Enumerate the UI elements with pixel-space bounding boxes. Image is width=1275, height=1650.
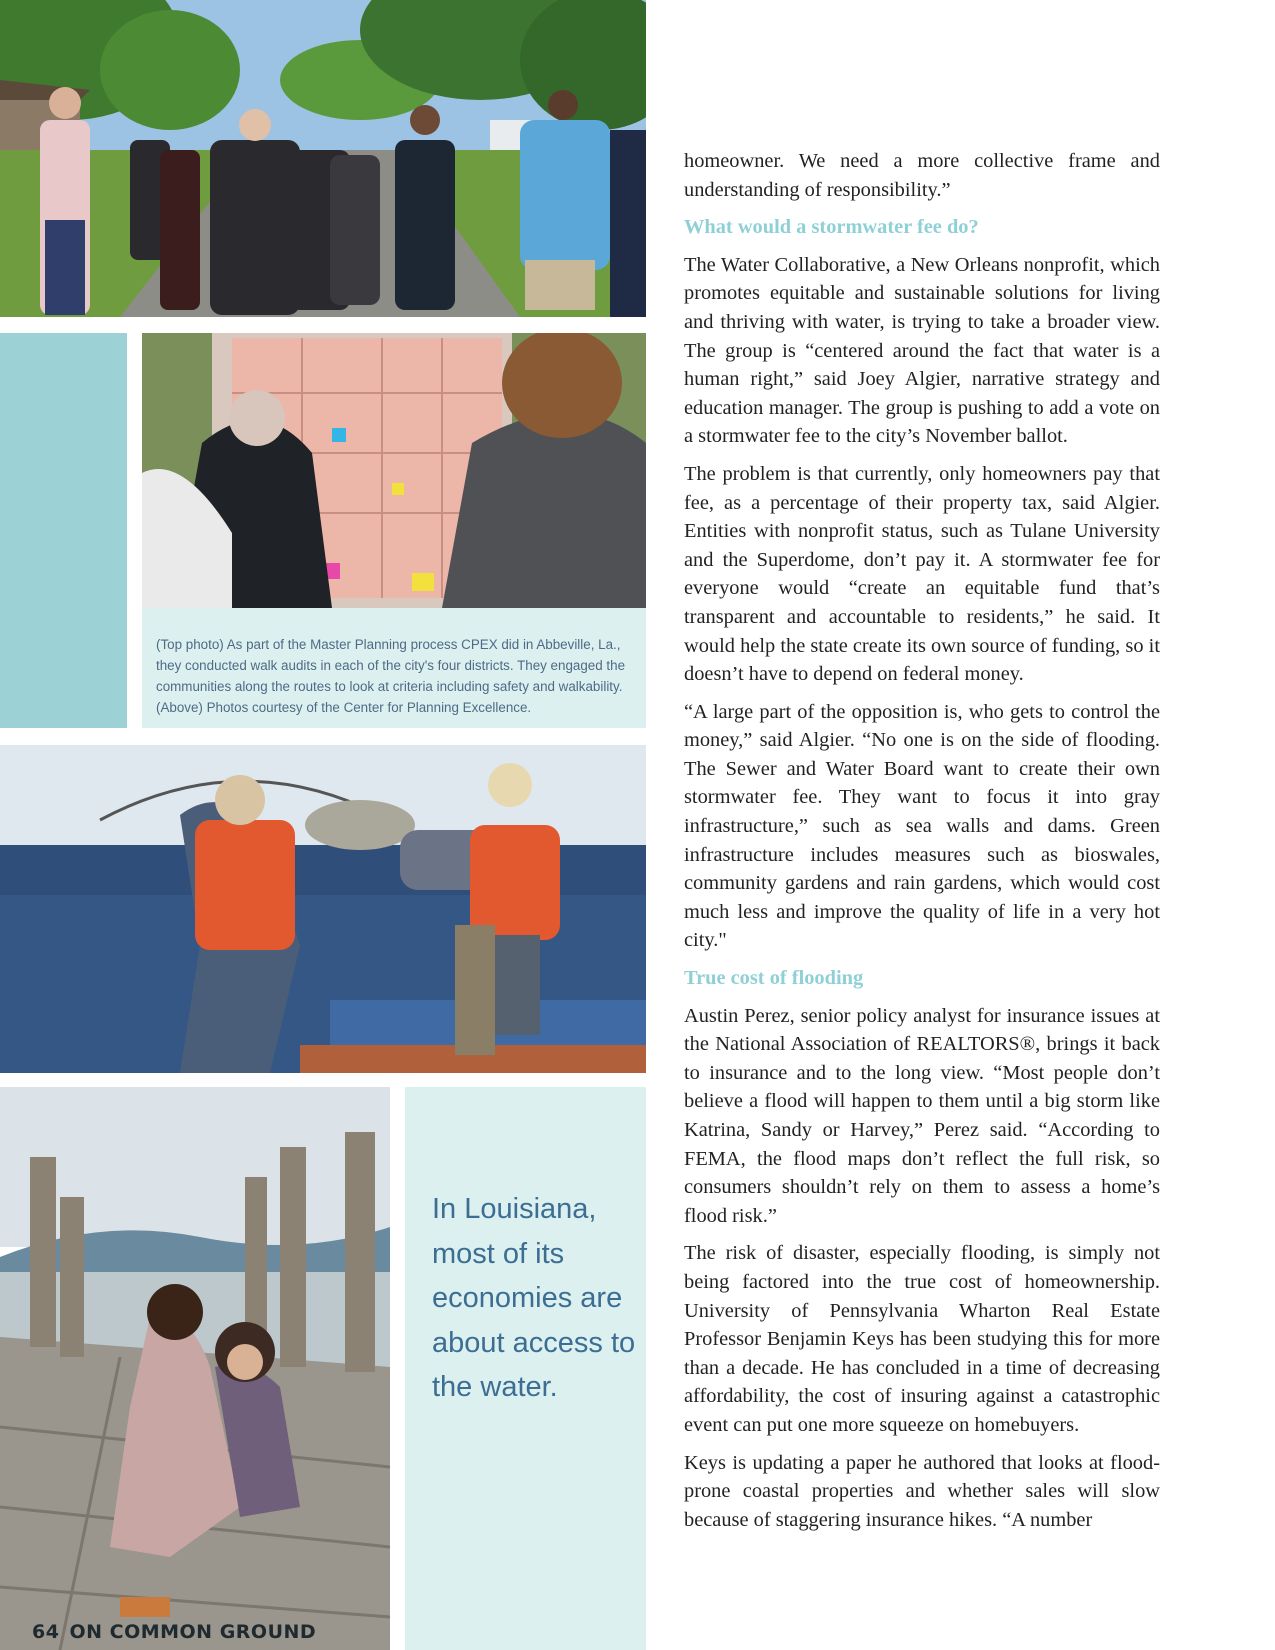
article-body [684, 147, 1160, 1543]
paragraph-1: homeowner. We need a more collective frame and understanding of responsibility.” [684, 150, 1160, 201]
subheading-stormwater-fee: What would a stormwater fee do? [684, 216, 979, 239]
caption-box [142, 608, 646, 728]
page-number: 64 [32, 1621, 60, 1643]
pull-quote: In Louisiana, most of its economies are about access to the water. [432, 1193, 636, 1403]
photo-caption: (Top photo) As part of the Master Planning process CPEX did in Abbeville, La., they conducted walk audits in each of the city's four districts. They engaged the communities along the routes to look at criteria including safety and walkability. (Above) Photos courtesy of the Center for Planning Excellence. [156, 637, 626, 715]
page-folio [32, 1621, 316, 1643]
accent-bar [0, 333, 127, 728]
photo-dock-children [0, 1087, 390, 1650]
pull-quote-box [405, 1087, 646, 1650]
photo-walk-audit [0, 0, 646, 317]
magazine-name: ON COMMON GROUND [69, 1621, 317, 1643]
paragraph-4: “A large part of the opposition is, who gets to control the money,” said Algier. “No one is on the side of flooding. The Sewer and Water Board want to create their own stormwater fee. They want to focus it into gray infrastructure,” such as sea walls and dams. Green infrastructure includes measures such as bioswales, community gardens and rain gardens, which would cost much less and improve the quality of life in a very hot city." [684, 700, 1160, 952]
paragraph-5: Austin Perez, senior policy analyst for insurance issues at the National Association of REALTORS®, brings it back to insurance and to the long view. “Most people don’t believe a flood will happen to them until a big storm like Katrina, Sandy or Harvey,” Perez said. “According to FEMA, the flood maps don’t reflect the full risk, so consumers shouldn’t rely on them to assess a home’s flood risk.” [684, 1004, 1160, 1227]
paragraph-6: The risk of disaster, especially flooding, is simply not being factored into the true cost of homeownership. University of Pennsylvania Wharton Real Estate Professor Benjamin Keys has been studying this for more than a decade. He has concluded in a time of decreasing affordability, the cost of insuring against a catastrophic event can put one more squeeze on homebuyers. [684, 1242, 1160, 1436]
subheading-true-cost: True cost of flooding [684, 967, 864, 990]
photo-map-review [142, 333, 646, 608]
paragraph-7: Keys is updating a paper he authored that looks at flood-prone coastal properties and whether sales will slow because of staggering insurance hikes. “A number [684, 1451, 1160, 1531]
photo-boat-net [0, 745, 646, 1073]
paragraph-3: The problem is that currently, only homeowners pay that fee, as a percentage of their property tax, said Algier. Entities with nonprofit status, such as Tulane University and the Superdome, don’t pay it. A stormwater fee for everyone would “create an equitable fund that’s transparent and accountable to residents,” he said. It would help the state create its own source of funding, so it doesn’t have to depend on federal money. [684, 462, 1160, 686]
paragraph-2: The Water Collaborative, a New Orleans nonprofit, which promotes equitable and sustainable solutions for living and thriving with water, is trying to take a broader view. The group is “centered around the fact that water is a human right,” said Joey Algier, narrative strategy and education manager. The group is pushing to add a vote on a stormwater fee to the city’s November ballot. [684, 253, 1160, 448]
